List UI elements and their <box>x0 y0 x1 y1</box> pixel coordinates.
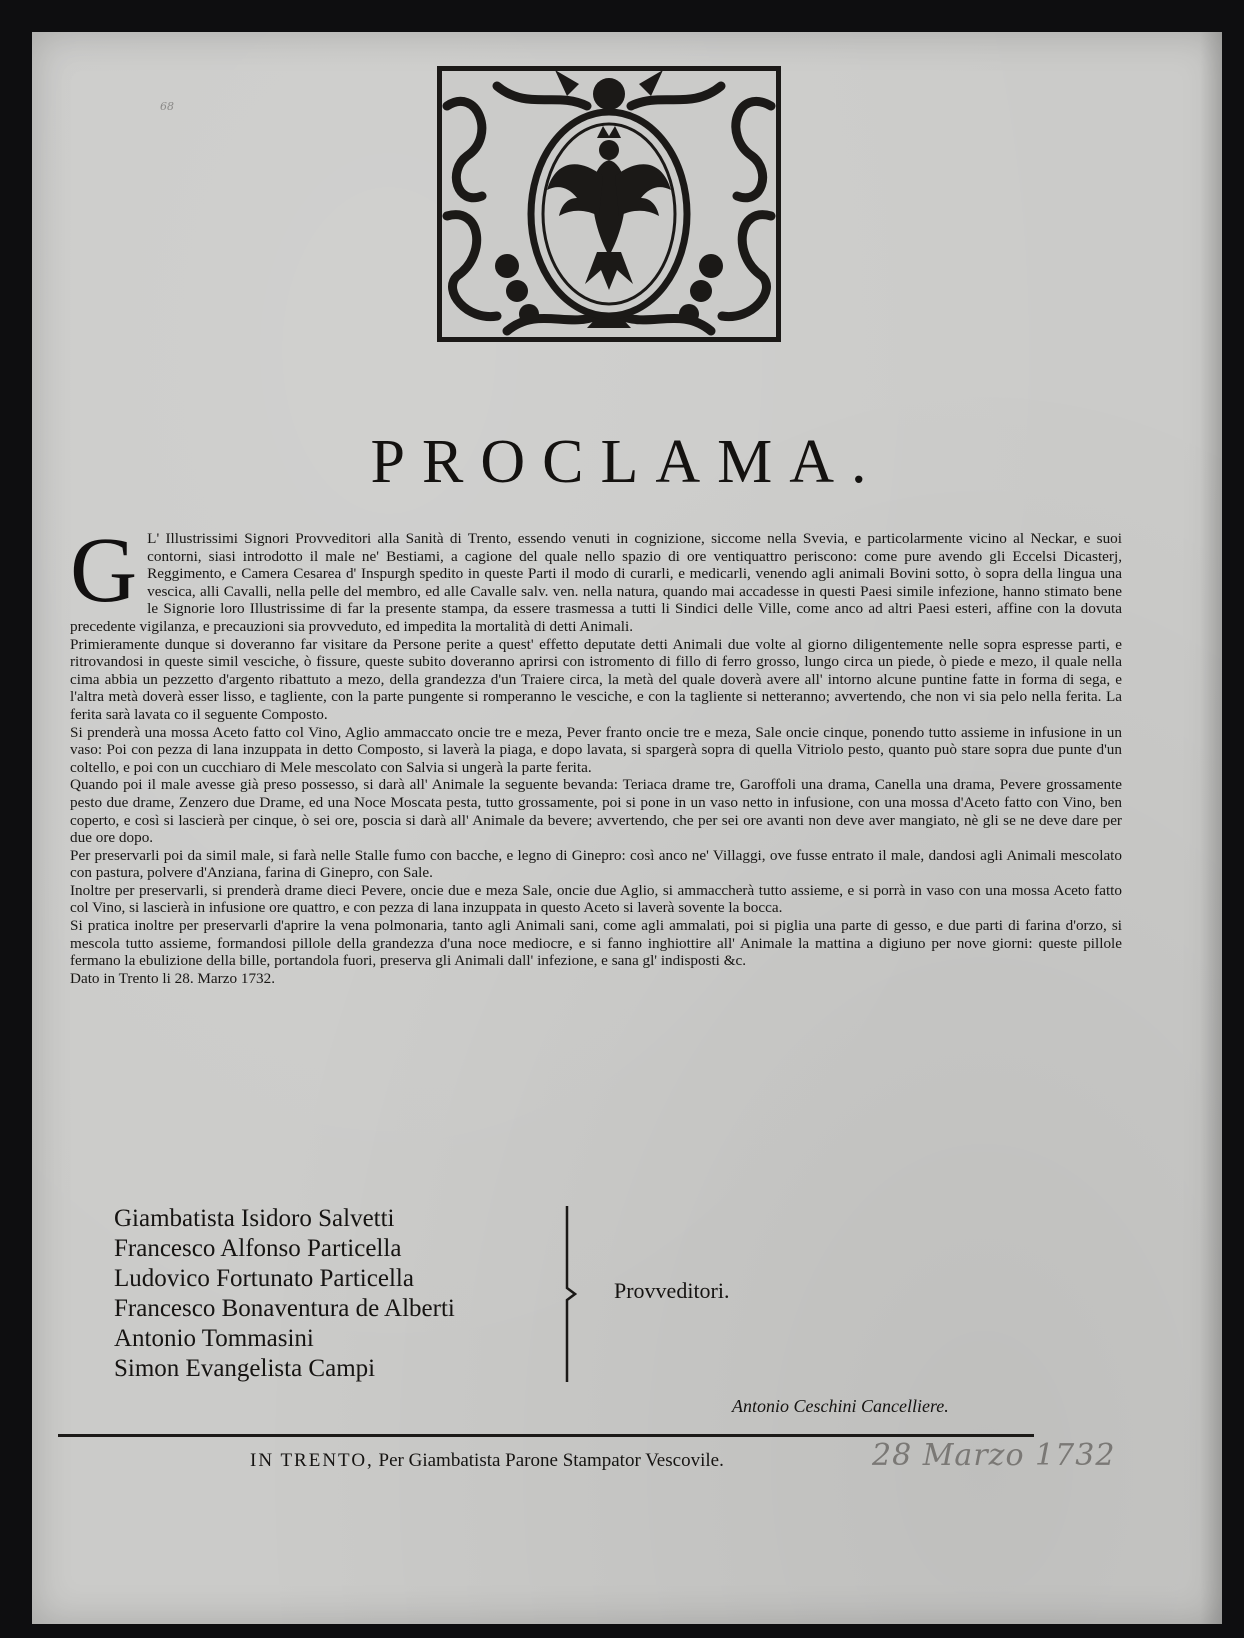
imprint-place: IN TRENTO, <box>250 1450 374 1471</box>
printer-imprint <box>250 1450 724 1472</box>
paragraph-pills: Si pratica inoltre per preservarli d'aprire la vena polmonaria, tanto agli Animali sani, come agli ammalati, poi si piglia una parte di gesso, e due parti di farina d'orzo, si mescola tutto assieme, formandosi pillole della grandezza d'una noce mediocre, e si fanno inghiottire all' Animale la mattina a digiuno per nove giorni: queste pillole fermano la ebulizione della bille, portandola fuori, preserva gli Animali dall' infezione, e sana gl' indisposti &c. <box>70 917 1122 970</box>
signatory-brace <box>563 1204 577 1384</box>
paragraph-wound-wash: Si prenderà una mossa Aceto fatto col Vino, Aglio ammaccato oncie tre e meza, Pever franto oncie tre e meza, Sale oncie cinque, ponendo tutto assieme in infusione in un vaso: Poi con pezza di lana inzuppata in detto Composto, si laverà la piaga, e dopo lavata, si spargerà sopra di quella Vitriolo pesto, quanto può stare sopra due punte d'un coltello, e poi con un cucchiaro di Mele mescolato con Salvia si ungerà la parte ferita. <box>70 723 1122 776</box>
eagle-emblem-woodcut <box>437 66 781 342</box>
drop-cap: G <box>70 519 138 622</box>
paragraph-stable-smoke: Per preservarli poi da simil male, si farà nelle Stalle fumo con bacche, e legno di Ginepro: così anco ne' Villaggi, ove fusse entrato il male, dandosi agli Animali mescolato con pastura, polvere d'Anziana, farina di Ginepro, con Sale. <box>70 846 1122 882</box>
signatory-list <box>114 1204 455 1384</box>
signatory-name: Antonio Tommasini <box>114 1325 314 1352</box>
signatory-name: Simon Evangelista Campi <box>114 1355 376 1382</box>
date-line: Dato in Trento li 28. Marzo 1732. <box>70 969 276 987</box>
signatory-role: Provveditori. <box>614 1278 730 1303</box>
paragraph-mouth-wash: Inoltre per preservarli, si prenderà drame dieci Pevere, oncie due e meza Sale, oncie due Aglio, si ammaccherà tutto assieme, e si porrà in vaso con una mossa Aceto fatto col Vino, si lascierà in infusione ore quattro, e con pezza di lana inzuppata in questo Aceto si laverà sovente la bocca. <box>70 881 1122 917</box>
proclamation-title: PROCLAMA. <box>370 428 884 496</box>
proclamation-sheet <box>32 32 1222 1624</box>
divider-rule <box>58 1434 1034 1437</box>
signatory-name: Francesco Alfonso Particella <box>114 1235 402 1262</box>
proclamation-body <box>70 519 1122 987</box>
signatory-name: Ludovico Fortunato Particella <box>114 1265 414 1292</box>
paragraph-intro: L' Illustrissimi Signori Provveditori alla Sanità di Trento, essendo venuti in cognizione, siccome nella Svevia, e particolarmente vicino al Neckar, e suoi contorni, siasi introdotto il male ne' Bestiami, a cagione del quale nello spazio di ore ventiquattro periscono: come pure avendo gli Eccelsi Dicasterj, Reggimento, e Camera Cesarea d' Inspurgh spedito in queste Parti il modo di curarli, e medicarli, venendo agli animali Bovini sotto, ò sopra della lingua una vescica, alli Cavalli, nella pelle del membro, ed alle Cavalle salv. ven. nella natura, quando mai accadesse in questi Paesi simile infezione, hanno stimato bene le Signorie loro Illustrissime di far la presente stampa, da essere trasmessa a tutti li Sindici delle Ville, come anco ad altri Paesi esteri, affine con la dovuta precedente vigilanza, e precauzioni sia provveduto, ed impedita la mortalità di detti Animali. <box>70 530 1122 635</box>
chancellor-signature: Antonio Ceschini Cancelliere. <box>732 1396 949 1416</box>
imprint-printer: Per Giambatista Parone Stampator Vescovile. <box>378 1450 724 1471</box>
manuscript-number: 68 <box>160 100 174 113</box>
handwritten-date-note: 28 Marzo 1732 <box>872 1438 1116 1473</box>
paper-edge-shadow <box>1200 32 1222 1624</box>
paragraph-drink-remedy: Quando poi il male avesse già preso possesso, si darà all' Animale la seguente bevanda: Teriaca drame tre, Garoffoli una drama, Canella una drama, Pevere grossamente pesto due drame, Zenzero due Drame, ed una Noce Moscata pesta, tutto grossamente, poi si pone in un vaso netto in infusione, con una mossa d'Aceto fatto con Vino, ben coperto, e così si lascierà per cinque, ò sei ore, poscia si darà all' Animale da bevere; avvertendo, che per sei ore avanti non deve aver mangiato, nè gli se ne deve dare per due ore dopo. <box>70 776 1122 847</box>
signatory-name: Giambatista Isidoro Salvetti <box>114 1205 395 1232</box>
paragraph-inspection: Primieramente dunque si doveranno far visitare da Persone perite a quest' effetto deputate detti Animali due volte al giorno diligentemente nelle sopra espresse parti, e ritrovandosi in queste simil vesciche, ò fissure, queste subito doveranno aprirsi con istromento di fillo di ferro grosso, lungo circa un piede, ò piede e mezo, il quale nella cima abbia un pezzetto d'argento ribattuto a mezo, della grandezza d'un Traiere circa, la metà del quale doverà avere all' intorno alcune puntine fatte in forma di sega, e l'altra metà doverà esser lisso, e tagliente, con la parte pungente si romperanno le vesciche, e con la tagliente si netteranno; avvertendo, che non vi sia pelo nella ferita. La ferita sarà lavata co il seguente Composto. <box>70 635 1122 723</box>
signatory-name: Francesco Bonaventura de Alberti <box>114 1295 455 1322</box>
